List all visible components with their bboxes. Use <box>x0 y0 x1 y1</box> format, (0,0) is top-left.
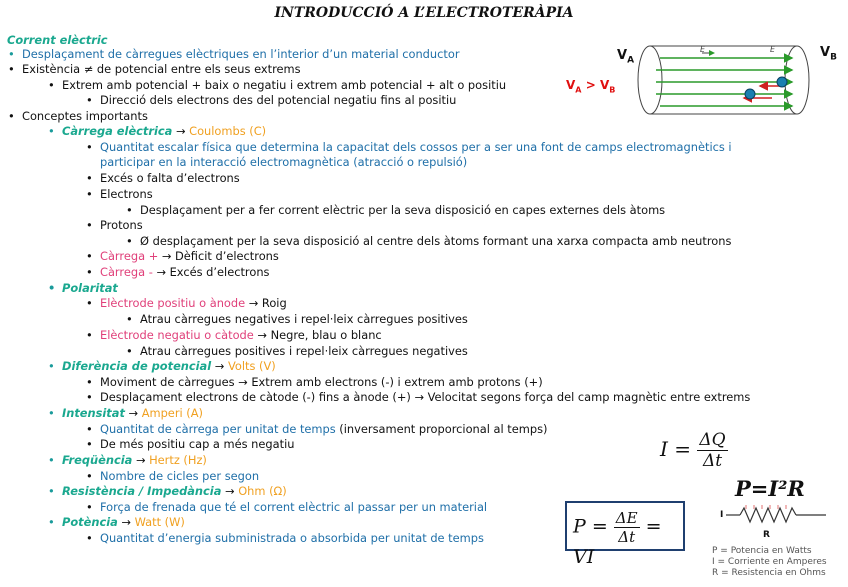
legend-p: P = Potencia en Watts <box>712 546 812 556</box>
line-carrega-plus <box>100 249 279 264</box>
line-participar: participar en la interacció electromagnètica (atracció o repulsió) <box>100 155 468 169</box>
pot-label: Potència <box>62 515 118 529</box>
line-carrega-minus <box>100 265 270 280</box>
power-law-formula: P=I²R <box>735 476 805 501</box>
vb-label: $V_B$ <box>820 45 837 63</box>
int-unit: Amperi (A) <box>141 406 203 420</box>
item-frequencia <box>62 453 207 468</box>
intensity-den: Δt <box>702 451 723 471</box>
freq-label: Freqüència <box>62 453 133 467</box>
catode-text: Negre, blau o blanc <box>270 328 382 342</box>
cylinder-left-end <box>638 46 662 114</box>
line-protons-desc: • Ø desplaçament per la seva disposició al centre dels àtoms formant una xarxa compacta amb neutrons <box>140 234 731 249</box>
cylinder-right-end <box>785 46 809 114</box>
cplus-label: Càrrega + <box>100 249 159 263</box>
line-pot-1: • Quantitat d’energia subministrada o absorbida per unitat de temps <box>100 531 484 546</box>
line-quantitat-escalar: • Quantitat escalar física que determina la capacitat dels cossos per a ser una font de camps electromagnètics i <box>100 140 732 155</box>
arrow: → <box>161 249 172 263</box>
line-anode <box>100 296 287 311</box>
arrow: → <box>128 406 139 420</box>
carrega-unit: Coulombs (C) <box>189 124 267 138</box>
intensity-lhs: I <box>660 437 668 461</box>
arrow: → <box>214 359 225 373</box>
item-resistencia <box>62 484 287 499</box>
resistor-diagram <box>726 503 836 533</box>
int-label: Intensitat <box>62 406 125 420</box>
resistor-r-label: R <box>763 530 770 540</box>
legend <box>712 546 827 579</box>
item-intensitat <box>62 406 203 421</box>
line-catode-sub: • Atrau càrregues positives i repel·leix càrregues negatives <box>140 344 468 359</box>
freq-unit: Hertz (Hz) <box>149 453 207 467</box>
cminus-text: Excés d’electrons <box>169 265 270 279</box>
line-extrem: • Extrem amb potencial + baix o negatiu i extrem amb potencial + alt o positiu <box>62 78 506 93</box>
carrega-label: Càrrega elèctrica <box>62 124 173 138</box>
item-diferencia <box>62 359 276 374</box>
int-1a: Quantitat de càrrega per unitat de temps <box>100 422 336 436</box>
anode-text: Roig <box>261 296 287 310</box>
cminus-label: Càrrega - <box>100 265 153 279</box>
legend-i: I = Corriente en Amperes <box>712 557 827 567</box>
legend-r: R = Resistencia en Ohms <box>712 568 826 578</box>
power-lhs: P <box>573 515 586 538</box>
anode-label: Elèctrode positiu o ànode <box>100 296 246 310</box>
int-1b: (inversament proporcional al temps) <box>335 422 548 436</box>
item-polaritat: • Polaritat <box>62 281 118 296</box>
line-dif-1: • Moviment de càrregues → Extrem amb electrons (-) i extrem amb protons (+) <box>100 375 543 390</box>
dif-label: Diferència de potencial <box>62 359 212 373</box>
power-den: Δt <box>618 528 636 546</box>
arrow: → <box>121 515 131 529</box>
catode-label: Elèctrode negatiu o càtode <box>100 328 254 342</box>
line-freq-1: • Nombre de cicles per segon <box>100 469 259 484</box>
line-dif-2: • Desplaçament electrons de càtode (-) fins a ànode (+) → Velocitat segons força del camp magnètic entre extrems <box>100 390 750 405</box>
pot-unit: Watt (W) <box>134 515 185 529</box>
arrow: → <box>225 484 235 498</box>
potential-compare: $V_A > V_B$ <box>566 78 616 95</box>
arrow: → <box>156 265 166 279</box>
resistor-i-label: I <box>720 510 724 520</box>
line-catode <box>100 328 382 343</box>
page-title: INTRODUCCIÓ A L’ELECTROTERÀPIA <box>274 5 574 21</box>
line-desplacament: • Desplaçament de càrregues elèctriques en l’interior d’un material conductor <box>22 47 460 62</box>
line-conceptes: • Conceptes importants <box>22 109 148 124</box>
line-electrons-desc: • Desplaçament per a fer corrent elèctric per la seva disposició en capes externes dels àtoms <box>140 203 665 218</box>
power-formula-box: P = $\frac{\Delta E}{\Delta t}$ = VI <box>565 501 685 551</box>
intensity-num: ΔQ <box>699 430 726 450</box>
electron-1 <box>777 77 787 87</box>
line-int-1 <box>100 422 547 437</box>
line-existencia: • Existència ≠ de potencial entre els seus extrems <box>22 62 301 77</box>
line-res-1: • Força de frenada que té el corrent elèctric al passar per un material <box>100 500 487 515</box>
arrow: → <box>175 124 186 138</box>
line-anode-sub: • Atrau càrregues negatives i repel·leix càrregues positives <box>140 312 468 327</box>
res-unit: Ohm (Ω) <box>238 484 287 498</box>
item-carrega <box>62 124 266 139</box>
cplus-text: Dèficit d’electrons <box>175 249 279 263</box>
va-label: $V_A$ <box>617 48 635 66</box>
line-int-2: • De més positiu cap a més negatiu <box>100 437 294 452</box>
power-rhs: = VI <box>573 515 662 568</box>
line-direccio: • Direcció dels electrons des del potencial negatiu fins al positiu <box>100 93 456 108</box>
field-label-2: E <box>770 45 776 54</box>
arrow: → <box>248 296 259 310</box>
line-protons: • Protons <box>100 218 143 233</box>
power-num: ΔE <box>615 509 638 527</box>
res-label: Resistència / Impedància <box>62 484 222 498</box>
intensity-formula: I = $\frac{\Delta Q}{\Delta t}$ <box>660 430 726 471</box>
arrow: → <box>257 328 267 342</box>
line-exces: • Excés o falta d’electrons <box>100 171 240 186</box>
arrow: → <box>135 453 146 467</box>
field-label-1: E <box>700 45 706 54</box>
electron-2 <box>745 89 755 99</box>
dif-unit: Volts (V) <box>227 359 276 373</box>
resistor-zigzag <box>740 508 796 522</box>
section-heading: Corrent elèctric <box>7 33 108 47</box>
line-electrons: • Electrons <box>100 187 153 202</box>
field-lines <box>656 58 792 106</box>
conductor-diagram <box>632 40 822 122</box>
item-potencia <box>62 515 185 530</box>
